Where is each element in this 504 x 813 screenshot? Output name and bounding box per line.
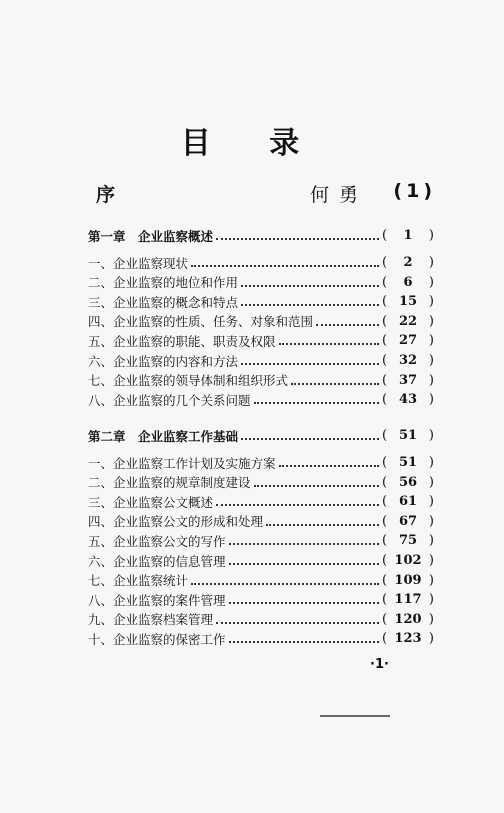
toc-leader-dots <box>216 237 379 240</box>
toc-section-row <box>88 371 434 390</box>
toc-paren-close: ) <box>428 474 434 490</box>
toc-leader-dots <box>191 264 379 267</box>
toc-page-ref <box>382 573 434 588</box>
toc-section-row <box>88 492 434 511</box>
toc-section-title: 八、企业监察的几个关系问题 <box>88 392 251 408</box>
toc-page-ref <box>382 455 434 470</box>
toc-section-row <box>88 312 434 331</box>
toc-paren-close: ) <box>428 533 434 549</box>
toc-page-number: 22 <box>398 313 418 329</box>
toc-leader-dots <box>241 303 379 306</box>
toc-paren-open: ( <box>382 228 388 243</box>
toc-leader-dots <box>291 382 379 385</box>
toc-paren-close: ) <box>428 392 434 408</box>
toc-page-ref <box>382 631 434 646</box>
toc-section-row <box>88 571 434 590</box>
toc-paren-open: ( <box>382 631 388 647</box>
toc-paren-open: ( <box>382 474 388 490</box>
toc-chapter-row <box>88 226 434 245</box>
toc-paren-close: ) <box>428 611 434 627</box>
toc-page-ref <box>382 553 434 568</box>
toc-paren-open: ( <box>382 274 388 290</box>
toc-paren-close: ) <box>428 313 434 329</box>
toc-leader-dots <box>266 523 379 526</box>
toc-paren-close: ) <box>428 333 434 349</box>
toc-section-title: 一、企业监察现状 <box>88 255 189 271</box>
toc-leader-dots <box>229 542 379 545</box>
toc-leader-dots <box>279 342 379 345</box>
toc-paren-open: ( <box>382 533 388 549</box>
toc-page-number: 43 <box>398 392 418 408</box>
toc-section-row <box>88 390 434 409</box>
toc-paren-close: ) <box>428 513 434 529</box>
toc-section-title: 七、企业监察统计 <box>88 573 189 589</box>
toc-section-row <box>88 331 434 350</box>
toc-section-title: 一、企业监察工作计划及实施方案 <box>88 455 276 471</box>
preface-page: (1) <box>393 180 436 202</box>
toc-paren-open: ( <box>382 333 388 349</box>
toc-page-ref <box>382 294 434 309</box>
toc-page-number: 37 <box>398 372 418 388</box>
toc-leader-dots <box>254 484 379 487</box>
toc-paren-open: ( <box>382 553 388 568</box>
toc-page-number: 27 <box>398 333 418 349</box>
toc-section-row <box>88 292 434 311</box>
toc-page-number: 123 <box>394 631 422 647</box>
toc-page-ref <box>382 373 434 388</box>
toc-leader-dots <box>191 582 379 585</box>
toc-page-number: 51 <box>398 428 418 443</box>
toc-paren-open: ( <box>382 313 388 329</box>
toc-paren-close: ) <box>428 428 434 443</box>
toc-page-ref <box>382 514 434 529</box>
toc-page-number: 109 <box>394 572 422 588</box>
toc-paren-open: ( <box>382 455 388 470</box>
toc-paren-close: ) <box>428 494 434 510</box>
toc-page-ref <box>382 275 434 290</box>
preface-entry <box>96 180 436 206</box>
toc-section-title: 八、企业监察的案件管理 <box>88 592 226 608</box>
toc-page-number: 117 <box>394 592 422 608</box>
toc-leader-dots <box>241 362 379 365</box>
toc-paren-close: ) <box>428 592 434 608</box>
toc-page-number: 75 <box>398 533 418 549</box>
toc-leader-dots <box>216 621 379 624</box>
toc-section-title: 二、企业监察的规章制度建设 <box>88 475 251 491</box>
toc-leader-dots <box>229 562 379 565</box>
toc-leader-dots <box>254 401 379 404</box>
toc-paren-open: ( <box>382 592 388 608</box>
toc-paren-open: ( <box>382 372 388 388</box>
preface-author: 何勇 <box>310 184 369 206</box>
toc-paren-close: ) <box>428 572 434 588</box>
toc-section-title: 五、企业监察公文的写作 <box>88 533 226 549</box>
toc-leader-dots <box>316 323 379 326</box>
preface-page-number: 1 <box>406 180 424 202</box>
toc-section-row <box>88 610 434 629</box>
toc-paren-open: ( <box>382 294 388 310</box>
toc-page-ref <box>382 428 434 443</box>
toc-page-number: 102 <box>394 553 422 568</box>
toc-section-row <box>88 531 434 550</box>
toc-section-row <box>88 551 434 570</box>
toc-page-ref <box>382 314 434 329</box>
toc-paren-close: ) <box>428 553 434 568</box>
toc-page-ref <box>382 533 434 548</box>
toc-page-number: 67 <box>398 513 418 529</box>
toc-page-ref <box>382 333 434 348</box>
toc-paren-close: ) <box>428 353 434 368</box>
toc-page-ref <box>382 228 434 243</box>
toc-section-row <box>88 453 434 472</box>
toc-paren-open: ( <box>382 428 388 443</box>
toc-section-title: 四、企业监察的性质、任务、对象和范围 <box>88 314 314 330</box>
page-smudge <box>320 715 390 717</box>
toc-paren-open: ( <box>382 513 388 529</box>
toc-section-row <box>88 253 434 272</box>
toc-leader-dots <box>241 284 379 287</box>
toc-section-row <box>88 273 434 292</box>
toc-paren-open: ( <box>382 353 388 368</box>
toc-leader-dots <box>229 601 379 604</box>
toc-paren-close: ) <box>428 294 434 310</box>
toc-paren-open: ( <box>382 255 388 270</box>
toc-page-ref <box>382 255 434 270</box>
toc-leader-dots <box>279 464 379 467</box>
toc-paren-open: ( <box>382 611 388 627</box>
toc-section-row <box>88 473 434 492</box>
toc-section-title: 四、企业监察公文的形成和处理 <box>88 514 264 530</box>
page-folio: ·1· <box>370 657 389 672</box>
toc-paren-close: ) <box>428 372 434 388</box>
toc-section-title: 三、企业监察的概念和特点 <box>88 294 239 310</box>
toc-paren-open: ( <box>382 494 388 510</box>
toc-page-ref <box>382 612 434 627</box>
toc-chapter-title: 第二章 企业监察工作基础 <box>88 428 239 444</box>
toc-section-title: 三、企业监察公文概述 <box>88 494 214 510</box>
toc-page-number: 15 <box>398 294 418 310</box>
toc-page-ref <box>382 353 434 368</box>
toc-page-number: 120 <box>394 611 422 627</box>
toc-section-title: 七、企业监察的领导体制和组织形式 <box>88 373 289 389</box>
toc-leader-dots <box>229 640 379 643</box>
toc-page-number: 32 <box>398 353 418 368</box>
toc-section-title: 二、企业监察的地位和作用 <box>88 275 239 291</box>
page-title: 目 录 <box>180 126 324 161</box>
toc-paren-close: ) <box>428 631 434 647</box>
toc-section-title: 六、企业监察的信息管理 <box>88 553 226 569</box>
toc-page-number: 2 <box>403 255 413 270</box>
toc-section-title: 五、企业监察的职能、职责及权限 <box>88 333 276 349</box>
toc-section-row <box>88 590 434 609</box>
toc-section-row <box>88 512 434 531</box>
toc-page-ref <box>382 494 434 509</box>
toc-page-number: 1 <box>403 228 413 243</box>
toc-leader-dots <box>216 503 379 506</box>
toc-page-number: 56 <box>398 474 418 490</box>
toc-page-number: 51 <box>398 455 418 470</box>
toc-leader-dots <box>241 437 379 440</box>
toc-section-title: 十、企业监察的保密工作 <box>88 631 226 647</box>
toc-section-row <box>88 351 434 370</box>
toc-chapter-title: 第一章 企业监察概述 <box>88 228 214 244</box>
toc-chapter-row <box>88 426 434 445</box>
toc-page-ref <box>382 592 434 607</box>
toc-paren-open: ( <box>382 572 388 588</box>
toc-page-ref <box>382 392 434 407</box>
toc-page-ref <box>382 475 434 490</box>
toc-paren-close: ) <box>428 255 434 270</box>
toc-paren-close: ) <box>428 274 434 290</box>
toc-paren-close: ) <box>428 228 434 243</box>
toc-paren-close: ) <box>428 455 434 470</box>
toc-page-number: 6 <box>403 274 413 290</box>
preface-label: 序 <box>96 184 116 206</box>
toc-section-title: 六、企业监察的内容和方法 <box>88 353 239 369</box>
toc-section-row <box>88 629 434 648</box>
toc-section-title: 九、企业监察档案管理 <box>88 612 214 628</box>
toc-paren-open: ( <box>382 392 388 408</box>
toc-page-number: 61 <box>398 494 418 510</box>
